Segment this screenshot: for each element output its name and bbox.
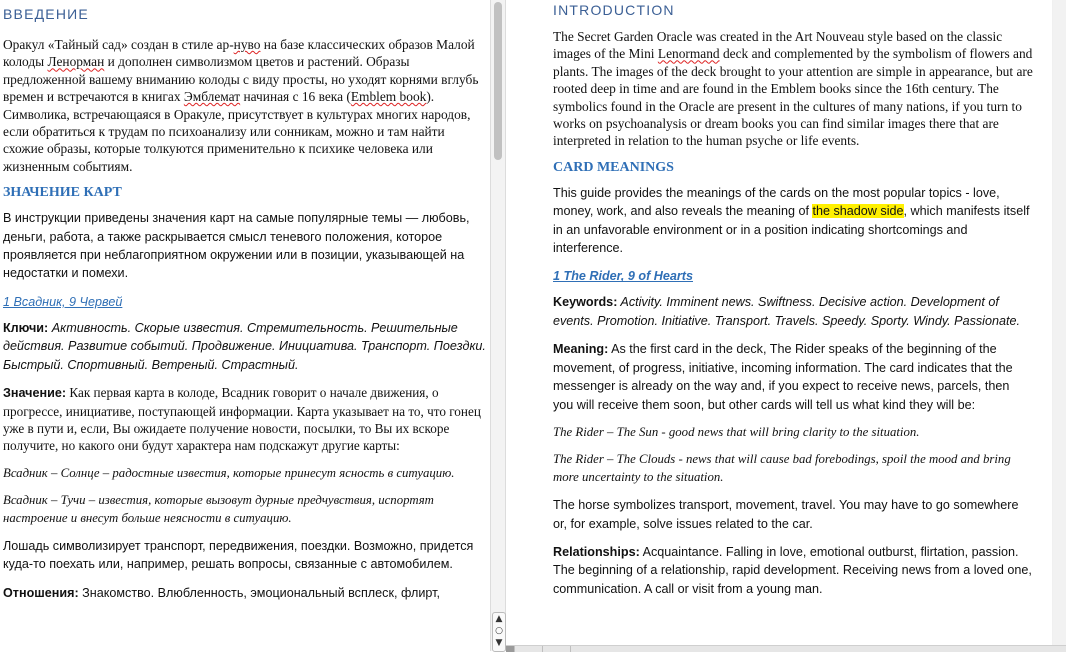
left-guide-paragraph: В инструкции приведены значения карт на самые популярные темы — любовь, деньги, работа, а также раскрывается смысл теневого положения, которое проявляется при неблагоприятном окружении или в позиции, указывающей на недостатки и помехи. (3, 211, 470, 281)
left-title: ВВЕДЕНИЕ (3, 6, 89, 22)
misspelled-word[interactable]: нуво (233, 37, 261, 52)
view-mode-button[interactable] (514, 646, 543, 652)
browse-object-navigator[interactable] (492, 612, 506, 652)
right-title: INTRODUCTION (553, 2, 675, 18)
select-browse-object-icon[interactable]: ○ (495, 626, 503, 636)
left-keywords: Ключи: Активность. Скорые известия. Стремительность. Решительные действия. Развитие событий. Продвижение. Инициатива. Транспорт. Поездки. Быстрый. Спортивный. Ветреный. Страстный. (3, 320, 486, 372)
misspelled-word[interactable]: Ленорман (47, 54, 105, 70)
left-content (3, 6, 487, 612)
right-relations: Relationships: Acquaintance. Falling in love, emotional outburst, flirtation, passion. The beginning of a relationship, rapid development. Receiving news from a loved one, communication. A call or visit from a young man. (553, 544, 1032, 596)
right-meaning: Meaning: As the first card in the deck, The Rider speaks of the beginning of the movement, of progress, initiative, incoming information. The card indicates that the messenger is already on the way and, if you expect to receive news, parcels, then you will receive them soon, but other cards will tell us what kind they will be: (553, 342, 1013, 412)
left-meaning: Значение: Как первая карта в колоде, Всадник говорит о начале движения, о прогрессе, инициативе, поступающей информации. Карта указывает на то, что гонец уже в пути и, если, Вы ожидаете получение новости, посылки, то Вы их вскоре получите, но какого они будут характера нам подскажут другие карты: (3, 385, 481, 454)
left-document-pane[interactable] (0, 0, 490, 651)
left-combo-sun: Всадник – Солнце – радостные известия, которые принесут ясность в ситуацию. (3, 465, 455, 480)
misspelled-word[interactable]: Lenormand (657, 46, 720, 62)
view-mode-button[interactable] (542, 646, 571, 652)
right-horse-paragraph: The horse symbolizes transport, movement, travel. You may have to go somewhere or, for example, solve issues related to the car. (553, 498, 1019, 531)
highlighted-text[interactable]: the shadow side (812, 204, 904, 219)
scrollbar-thumb[interactable] (494, 2, 502, 160)
right-content (553, 2, 1033, 608)
right-card-heading: 1 The Rider, 9 of Hearts (553, 269, 693, 284)
previous-page-icon[interactable]: ▲ (495, 614, 503, 624)
right-keywords: Keywords: Activity. Imminent news. Swiftness. Decisive action. Development of events. Promotion. Initiative. Transport. Travels. Speedy. Sporty. Windy. Passionate. (553, 295, 1020, 328)
right-intro-paragraph: The Secret Garden Oracle was created in the Art Nouveau style based on the classic images of the Mini Lenormand deck and complemented by the symbolism of flowers and plants. The images of the deck brought to your attention are simple in appearance, but are rooted deep in time and are found in the Emblem books since the 16th century. The symbolics found in the Oracle are present in the cultures of many nations, if you turn to works on psychoanalysis or dream books you can find similar images there that are interpreted in relation to the human psyche or life events. (553, 29, 1033, 149)
vertical-scrollbar[interactable] (490, 0, 506, 651)
misspelled-word[interactable]: Эмблемат (183, 89, 241, 105)
right-document-pane[interactable] (506, 0, 1066, 651)
left-intro-paragraph: Оракул «Тайный сад» создан в стиле ар-нуво на базе классических образов Малой колоды Ленорман и дополнен символизмом цветов и растений. Образы предложенной вашему вниманию колоды с виду просты, но уходят корнями вглубь времен и встречаются в книгах Эмблемат начиная с 16 века (Emblem book). Символика, встречающаяся в Оракуле, присутствует в культурах многих народов, если обратиться к трудам по психоанализу или сонникам, можно и там найти схожие образы, которые толкуются применительно к психике человека или жизненным событиям. (3, 37, 479, 174)
right-guide-paragraph: This guide provides the meanings of the cards on the most popular topics - love, money, work, and also reveals the meaning of the shadow side, which manifests itself in an unfavorable environment or in a position indicating shortcomings and interference. (553, 185, 1030, 256)
right-page (506, 0, 1052, 651)
right-section-heading: CARD MEANINGS (553, 159, 674, 175)
left-relations: Отношения: Знакомство. Влюбленность, эмоциональный всплеск, флирт, (3, 585, 441, 600)
right-combo-clouds: The Rider – The Clouds - news that will cause bad forebodings, spoil the mood and bring more uncertainty to the situation. (553, 452, 1011, 484)
left-page (0, 0, 490, 651)
left-card-heading: 1 Всадник, 9 Червей (3, 294, 123, 309)
next-page-icon[interactable]: ▼ (495, 638, 503, 648)
left-section-heading: ЗНАЧЕНИЕ КАРТ (3, 185, 122, 201)
misspelled-word[interactable]: Emblem book (350, 89, 427, 105)
right-combo-sun: The Rider – The Sun - good news that will bring clarity to the situation. (553, 424, 920, 439)
left-combo-clouds: Всадник – Тучи – известия, которые вызовут дурные предчувствия, испортят настроение и внесут больше неясности в ситуацию. (3, 493, 434, 525)
left-horse-paragraph: Лошадь символизирует транспорт, передвижения, поездки. Возможно, придется куда-то поехать или, например, решать вопросы, связанные с автомобилем. (3, 538, 474, 572)
